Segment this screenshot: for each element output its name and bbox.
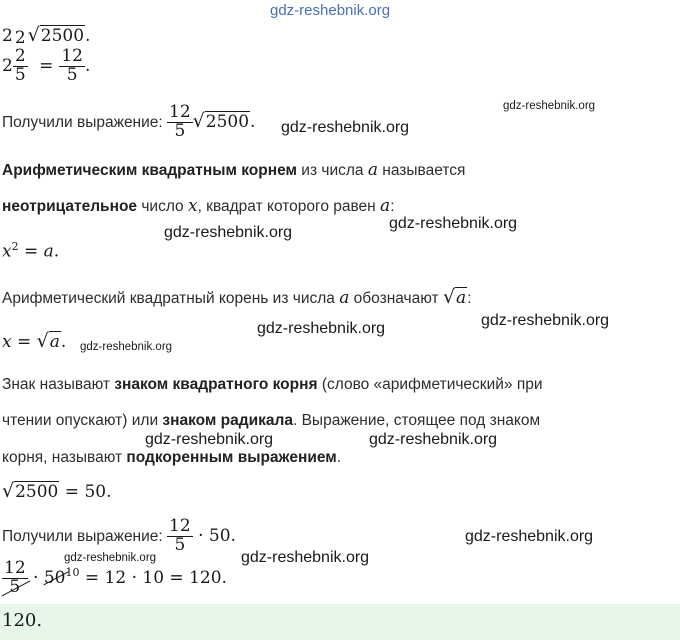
mixed-to-improper-equation	[2, 48, 90, 85]
watermark: gdz-reshebnik.org	[503, 100, 596, 112]
text: :	[467, 290, 472, 307]
whole-part: 2	[2, 26, 13, 46]
equals-sign: =	[11, 332, 37, 352]
text: .	[336, 449, 342, 466]
whole-part: 2	[2, 55, 13, 76]
variable: a	[380, 196, 391, 216]
watermark: gdz-reshebnik.org	[80, 341, 173, 353]
result-label: Получили выражение:	[2, 527, 163, 545]
watermark: gdz-reshebnik.org	[369, 431, 498, 448]
sign-paragraph-line-1	[2, 376, 543, 394]
fraction-numerator: 12	[169, 102, 191, 122]
equation-x-squared	[2, 240, 59, 262]
radicand: a	[49, 332, 60, 352]
variable: a	[367, 160, 378, 180]
watermark: gdz-reshebnik.org	[145, 431, 274, 448]
text: Знак называют	[2, 376, 115, 393]
term-bold: знаком радикала	[162, 412, 293, 429]
fraction-numerator: 12	[61, 46, 83, 66]
text: обозначают	[349, 290, 443, 307]
equals-sign: =	[18, 241, 44, 262]
variable: x	[2, 332, 12, 352]
term-bold: подкоренным выражением	[126, 449, 337, 466]
text: корня, называют	[2, 449, 127, 466]
result-label: Получили выражение:	[2, 113, 163, 131]
expression-mixed-root	[2, 24, 90, 48]
value: 50	[84, 482, 107, 502]
multiply-sign: ·	[192, 525, 209, 546]
watermark: gdz-reshebnik.org	[64, 552, 157, 564]
watermark: gdz-reshebnik.org	[270, 2, 391, 19]
sqrt-symbol: √2500	[192, 109, 250, 132]
fraction-numerator: 2	[14, 46, 26, 66]
sqrt-symbol: √a	[442, 286, 467, 308]
fraction-numerator: 2	[14, 28, 26, 48]
definition-line-1	[2, 160, 465, 180]
fraction-denominator: 5	[174, 534, 186, 555]
watermark: gdz-reshebnik.org	[281, 119, 410, 136]
sign-paragraph-line-2	[2, 412, 540, 430]
term-bold: Арифметическим квадратным корнем	[2, 162, 297, 179]
equals-sign: =	[39, 55, 54, 76]
answer-value: 120.	[2, 610, 43, 631]
answer-band	[0, 604, 680, 640]
text: , квадрат которого равен	[197, 198, 381, 215]
fraction-numerator: 12	[169, 516, 191, 536]
punctuation: .	[230, 525, 236, 546]
reduced-value: 10	[65, 566, 80, 580]
text: число	[137, 198, 188, 215]
fraction-numerator: 12	[4, 558, 26, 578]
exponent: 2	[11, 240, 19, 253]
punctuation: .	[106, 482, 112, 502]
equals-sign: =	[59, 482, 85, 502]
sqrt-symbol: √2500	[27, 24, 85, 46]
punctuation: .	[85, 26, 91, 46]
final-calculation	[2, 560, 227, 597]
equation-root-value	[2, 480, 111, 502]
fraction-denominator: 5	[14, 64, 26, 85]
variable: a	[43, 241, 54, 262]
punctuation: .	[53, 241, 60, 262]
text: чтении опускают) или	[2, 412, 163, 429]
text: :	[390, 198, 395, 215]
fraction-denominator: 5	[174, 120, 186, 141]
term-bold: знаком квадратного корня	[114, 376, 318, 393]
sqrt-symbol: √2500	[2, 480, 59, 502]
fraction-denominator: 5	[66, 64, 78, 85]
result-expression-line-2	[2, 518, 236, 555]
variable: x	[187, 196, 198, 216]
variable: a	[339, 288, 350, 308]
sign-paragraph-line-3	[2, 449, 341, 467]
text: из числа	[296, 162, 368, 179]
result-expression-line	[2, 104, 255, 141]
calculation-result: = 12 · 10 = 120.	[79, 567, 227, 588]
watermark: gdz-reshebnik.org	[241, 549, 370, 566]
term-bold: неотрицательное	[2, 198, 138, 215]
watermark: gdz-reshebnik.org	[164, 224, 293, 241]
notation-line	[2, 286, 472, 308]
fraction-denominator-cancelled: 5	[2, 579, 28, 597]
definition-line-2	[2, 196, 395, 216]
text: Арифметический квадратный корень из числа	[2, 290, 340, 307]
watermark: gdz-reshebnik.org	[257, 320, 386, 337]
value: 50	[208, 525, 231, 546]
watermark: gdz-reshebnik.org	[481, 312, 610, 329]
watermark: gdz-reshebnik.org	[389, 215, 518, 232]
equation-x-equals-root	[2, 330, 66, 352]
punctuation: .	[84, 55, 91, 76]
sqrt-symbol: √a	[36, 330, 60, 352]
radicand: 2500	[205, 111, 250, 132]
text: называется	[377, 162, 466, 179]
punctuation: .	[250, 111, 256, 132]
multiply-sign: ·	[27, 567, 44, 588]
punctuation: .	[60, 332, 67, 352]
text: . Выражение, стоящее под знаком	[292, 412, 541, 429]
text: (слово «арифметический» при	[317, 376, 543, 393]
radicand: a	[456, 288, 467, 308]
cancelled-value: 50	[43, 567, 66, 588]
variable: x	[2, 241, 12, 262]
radicand: 2500	[40, 26, 85, 46]
watermark: gdz-reshebnik.org	[465, 528, 594, 545]
radicand: 2500	[15, 482, 59, 502]
